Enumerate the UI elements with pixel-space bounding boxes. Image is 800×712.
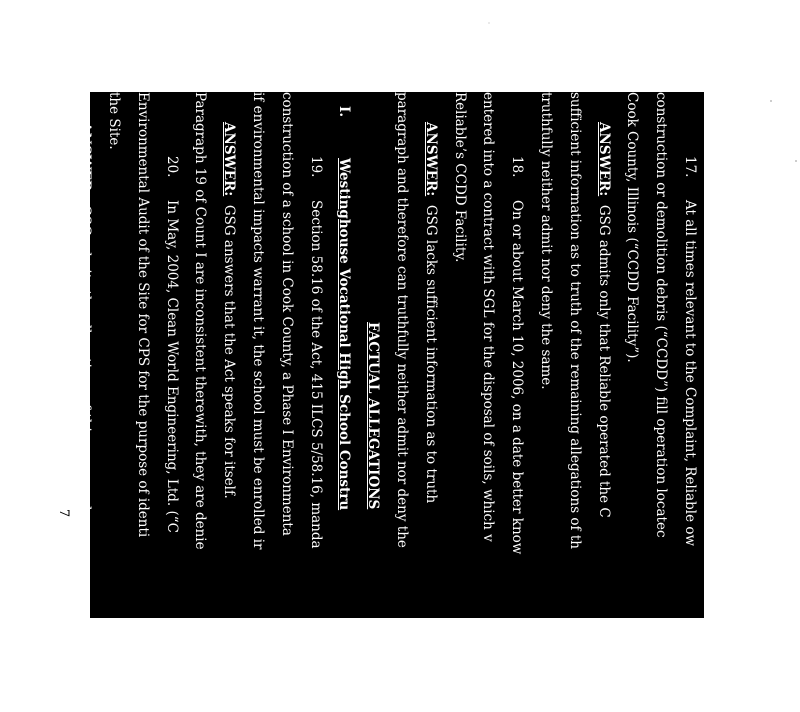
- scan-speck: [488, 22, 490, 24]
- paragraph-text: At all times relevant to the Complaint, Reliable ow: [682, 200, 698, 547]
- paragraph-text-line: Reliable’s CCDD Facility.: [451, 92, 468, 263]
- document-line: [675, 92, 704, 712]
- answer-text: GSG admits the allegations of this paragraph: [77, 204, 94, 515]
- answer-text: GSG lacks sufficient information as to truth: [422, 204, 439, 504]
- answer-label: ANSWER:: [77, 122, 94, 197]
- document-line: [157, 92, 186, 712]
- answer-label: ANSWER:: [221, 122, 238, 197]
- document-line: [70, 92, 99, 712]
- answer-label: ANSWER:: [422, 122, 439, 197]
- document-image-panel: [77, 92, 704, 618]
- paragraph-text-line: Paragraph 19 of Count I are inconsistent therewith, they are denie: [192, 92, 209, 550]
- answer-text: GSG answers that the Act speaks for itself.: [221, 204, 238, 499]
- scan-speck: [795, 160, 797, 162]
- answer-label: ANSWER:: [595, 122, 612, 197]
- document-line: [301, 92, 330, 712]
- subsection-title: Westinghouse Vocational High School Constru: [336, 158, 353, 511]
- paragraph-number: 17.: [682, 156, 698, 178]
- paragraph-number: 19.: [307, 156, 324, 178]
- paragraph-text-line: sufficient information as to truth of the remaining allegations of th: [566, 92, 583, 549]
- document-line: [502, 92, 531, 712]
- section-heading: FACTUAL ALLEGATIONS: [365, 322, 382, 510]
- paragraph-text: Section 58.16 of the Act, 415 ILCS 5/58.16, manda: [307, 200, 324, 549]
- paragraph-text-line: paragraph and therefore can truthfully neither admit nor deny the: [394, 92, 411, 548]
- document-line: [416, 92, 445, 712]
- subsection-numeral: I.: [336, 106, 353, 118]
- paragraph-text-line: truthfully neither admit nor deny the same.: [538, 92, 555, 390]
- paragraph-number: 20.: [163, 156, 180, 178]
- paragraph-text-line: if environmental impacts warrant it, the school must be enrolled ir: [250, 92, 267, 550]
- scan-speck: [770, 100, 772, 102]
- paragraph-text-line: construction of a school in Cook County, a Phase I Environmenta: [278, 92, 295, 536]
- paragraph-text-line: entered into a contract with SGL for the disposal of soils, which v: [480, 92, 497, 542]
- subsection-heading: [330, 92, 359, 712]
- paragraph-text: On or about March 10, 2006, on a date better know: [509, 200, 526, 555]
- document-line: [214, 92, 243, 712]
- document-line: [589, 92, 618, 712]
- paragraph-text-line: Environmental Audit of the Site for CPS for the purpose of identi: [134, 92, 151, 538]
- paragraph-text-line: construction or demolition debris (“CCDD”) fill operation locatec: [653, 92, 670, 538]
- answer-text: GSG admits only that Reliable operated the C: [595, 204, 612, 518]
- paragraph-text-line: the Site.: [106, 92, 123, 150]
- paragraph-text-line: Cook County, Illinois (“CCDD Facility”).: [624, 92, 641, 363]
- paragraph-number: 18.: [509, 156, 526, 178]
- paragraph-text: In May, 2004, Clean World Engineering, Ltd. (“C: [163, 200, 180, 533]
- document-text-block: [70, 92, 704, 712]
- page-number: 7: [56, 508, 71, 518]
